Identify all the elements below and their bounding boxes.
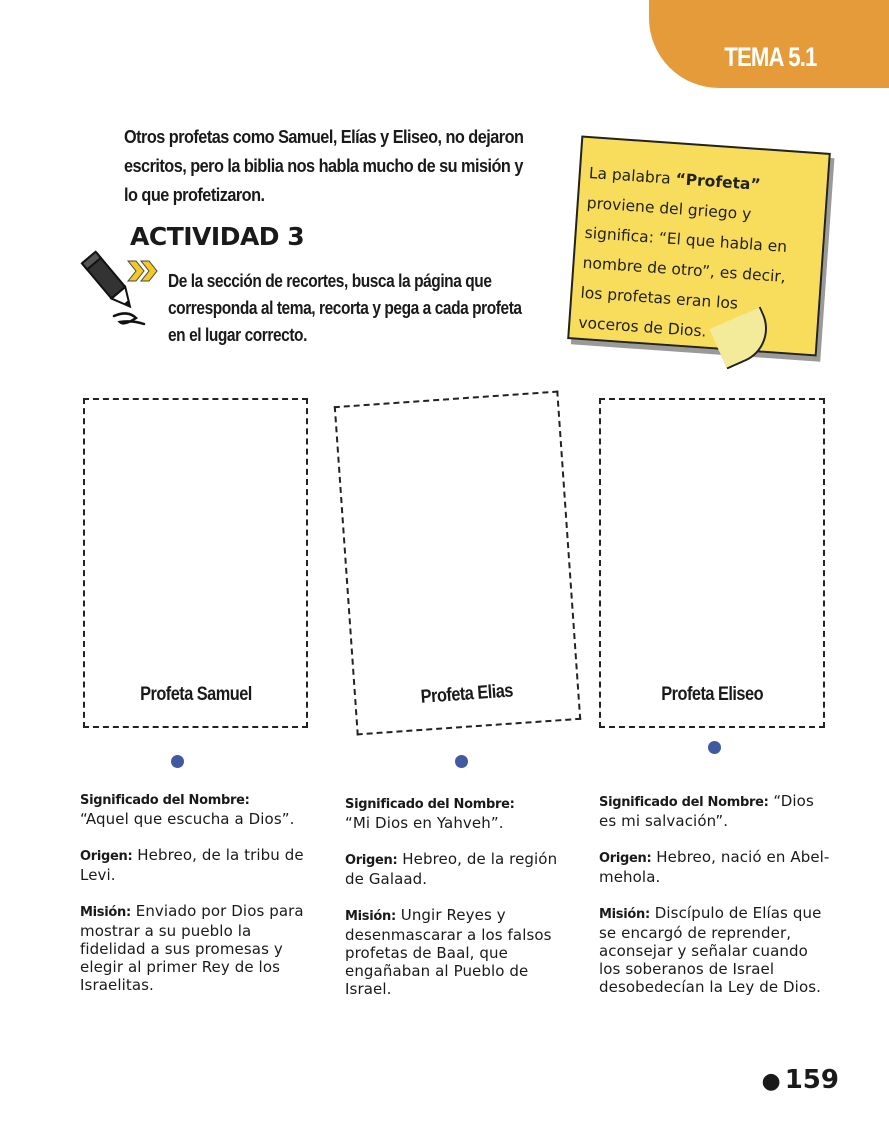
mission-label: Misión: [345,909,396,924]
page-number: ● 159 [761,1065,839,1095]
activity-line: corresponda al tema, recorta y pega a cada profeta [168,298,522,318]
paste-area-eliseo [599,398,825,728]
meaning-text: “Dios es mi salvación”. [599,792,814,830]
origin-text: Hebreo, nació en Abel-mehola. [599,848,830,886]
activity-instructions [168,268,529,349]
meaning-label: Significado del Nombre: [345,797,515,812]
paste-area-samuel [83,398,308,728]
prophet-label: Profeta Samuel [139,684,252,705]
mission-label: Misión: [599,907,650,922]
origin-text: Hebreo, de la tribu de Levi. [80,846,304,884]
bullet-icon: ● [761,1069,781,1094]
intro-line: lo que profetizaron. [124,184,265,205]
connector-dot [708,741,721,754]
note-line: voceros de Dios. [577,313,708,341]
mission-label: Misión: [80,905,131,920]
note-line: significa: “El que habla en [584,223,788,256]
connector-dot [171,755,184,768]
mission-text: Enviado por Dios para mostrar a su pueblo la fidelidad a sus promesas y elegir al primer Rey de los Israelitas. [80,902,304,994]
connector-dot [455,755,468,768]
origin-label: Origen: [80,849,133,864]
intro-line: escritos, pero la biblia nos habla mucho de su misión y [124,155,523,176]
sticky-note-text [577,158,815,353]
activity-line: en el lugar correcto. [168,325,307,345]
note-line: proviene del griego y [586,193,752,224]
sticky-note [560,138,830,368]
intro-line: Otros profetas como Samuel, Elías y Eliseo, no dejaron [124,126,524,147]
origin-label: Origen: [599,851,652,866]
meaning-label: Significado del Nombre: [80,793,250,808]
double-arrow-icon [126,258,160,284]
origin-label: Origen: [345,853,398,868]
topic-tab-label: TEMA 5.1 [724,42,817,72]
mission-text: Ungir Reyes y desenmascarar a los falsos profetas de Baal, que engañaban al Pueblo de Israel. [345,906,552,998]
prophet-label: Profeta Eliseo [661,684,763,705]
note-line: los profetas eran los [579,283,739,313]
prophet-info-eliseo [599,792,834,1014]
meaning-label: Significado del Nombre: [599,795,769,810]
note-keyword: “Profeta” [674,170,762,194]
prophet-info-elias [345,794,567,1016]
meaning-text: “Aquel que escucha a Dios”. [80,810,295,828]
note-line: La palabra [588,163,677,188]
paste-area-elias [334,391,581,736]
prophet-info-samuel [80,790,305,1012]
meaning-text: “Mi Dios en Yahveh”. [345,814,504,832]
intro-paragraph [124,122,538,209]
note-line: nombre de otro”, es decir, [582,253,787,286]
activity-title: ACTIVIDAD 3 [130,222,305,251]
mission-text: Discípulo de Elías que se encargó de reprender, aconsejar y señalar cuando los soberanos de Israel desobedecían la Ley de Dios. [599,904,822,996]
activity-line: De la sección de recortes, busca la página que [168,271,492,291]
origin-text: Hebreo, de la región de Galaad. [345,850,558,888]
topic-tab [649,0,889,88]
prophet-label: Profeta Elias [419,680,514,708]
